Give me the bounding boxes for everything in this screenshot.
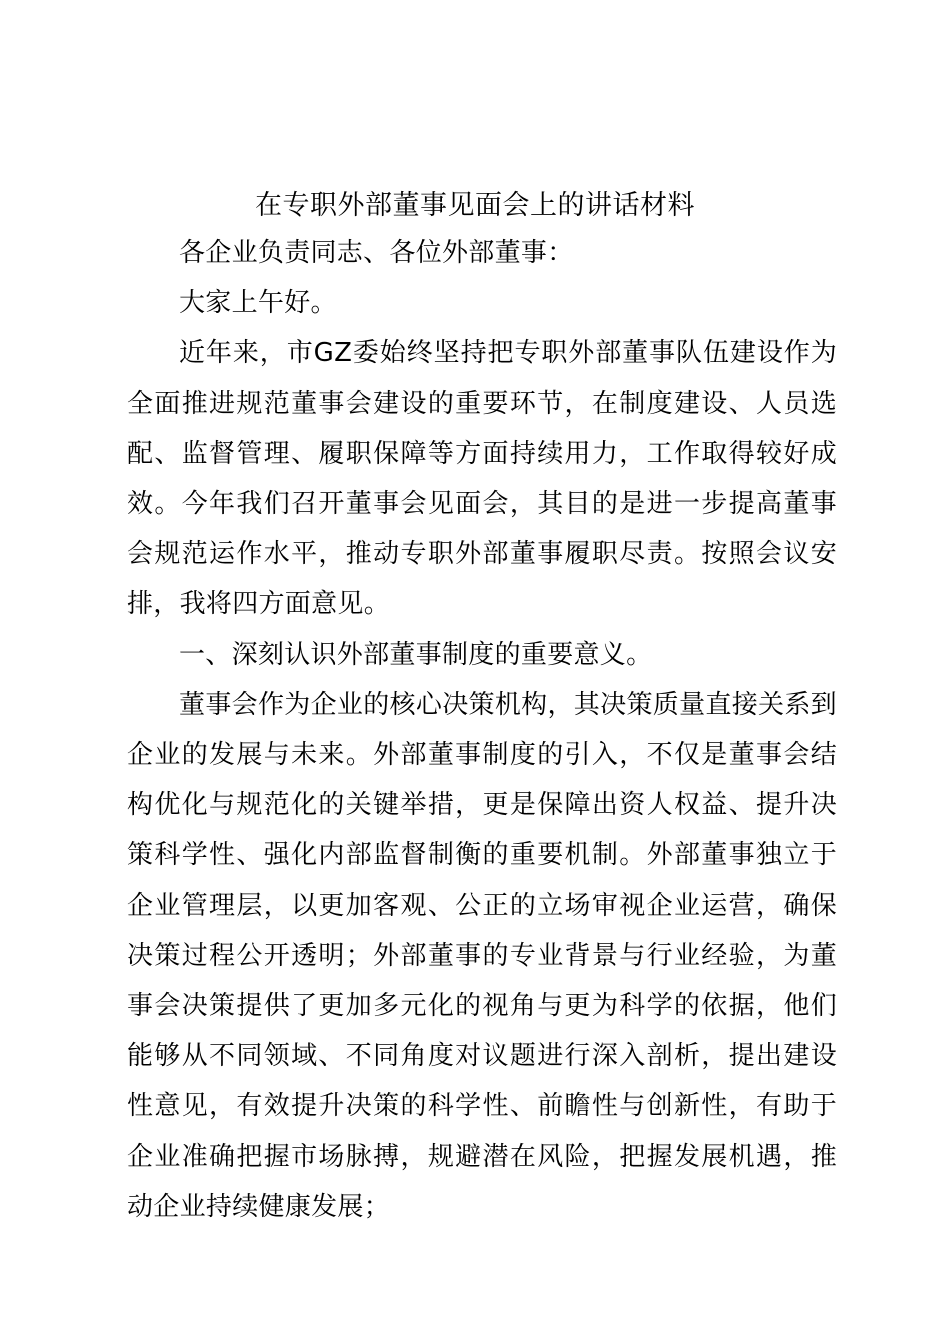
document-title: 在专职外部董事见面会上的讲话材料 [255,190,695,221]
section-heading-1: 一、深刻认识外部董事制度的重要意义。 [179,639,653,670]
section-1-paragraph: 董事会作为企业的核心决策机构，其决策质量直接关系到企业的发展与未来。外部董事制度的引入，不仅是董事会结构优化与规范化的关键举措，更是保障出资人权益、提升决策科学性、强化内部监督制衡的重要机制。外部董事独立于企业管理层，以更加客观、公正的立场审视企业运营，确保决策过程公开透明；外部董事的专业背景与行业经验，为董事会决策提供了更加多元化的视角与更为科学的依据，他们能够从不同领域、不同角度对议题进行深入剖析，提出建设性意见，有效提升决策的科学性、前瞻性与创新性，有助于企业准确把握市场脉搏，规避潜在风险，把握发展机遇，推动企业持续健康发展； [127,689,837,1222]
document-body [127,228,837,1232]
intro-paragraph: 近年来，市GZ委始终坚持把专职外部董事队伍建设作为全面推进规范董事会建设的重要环节，在制度建设、人员选配、监督管理、履职保障等方面持续用力，工作取得较好成效。今年我们召开董事会见面会，其目的是进一步提高董事会规范运作水平，推动专职外部董事履职尽责。按照会议安排，我将四方面意见。 [127,338,837,620]
greeting: 大家上午好。 [179,288,337,319]
salutation: 各企业负责同志、各位外部董事： [179,238,574,268]
